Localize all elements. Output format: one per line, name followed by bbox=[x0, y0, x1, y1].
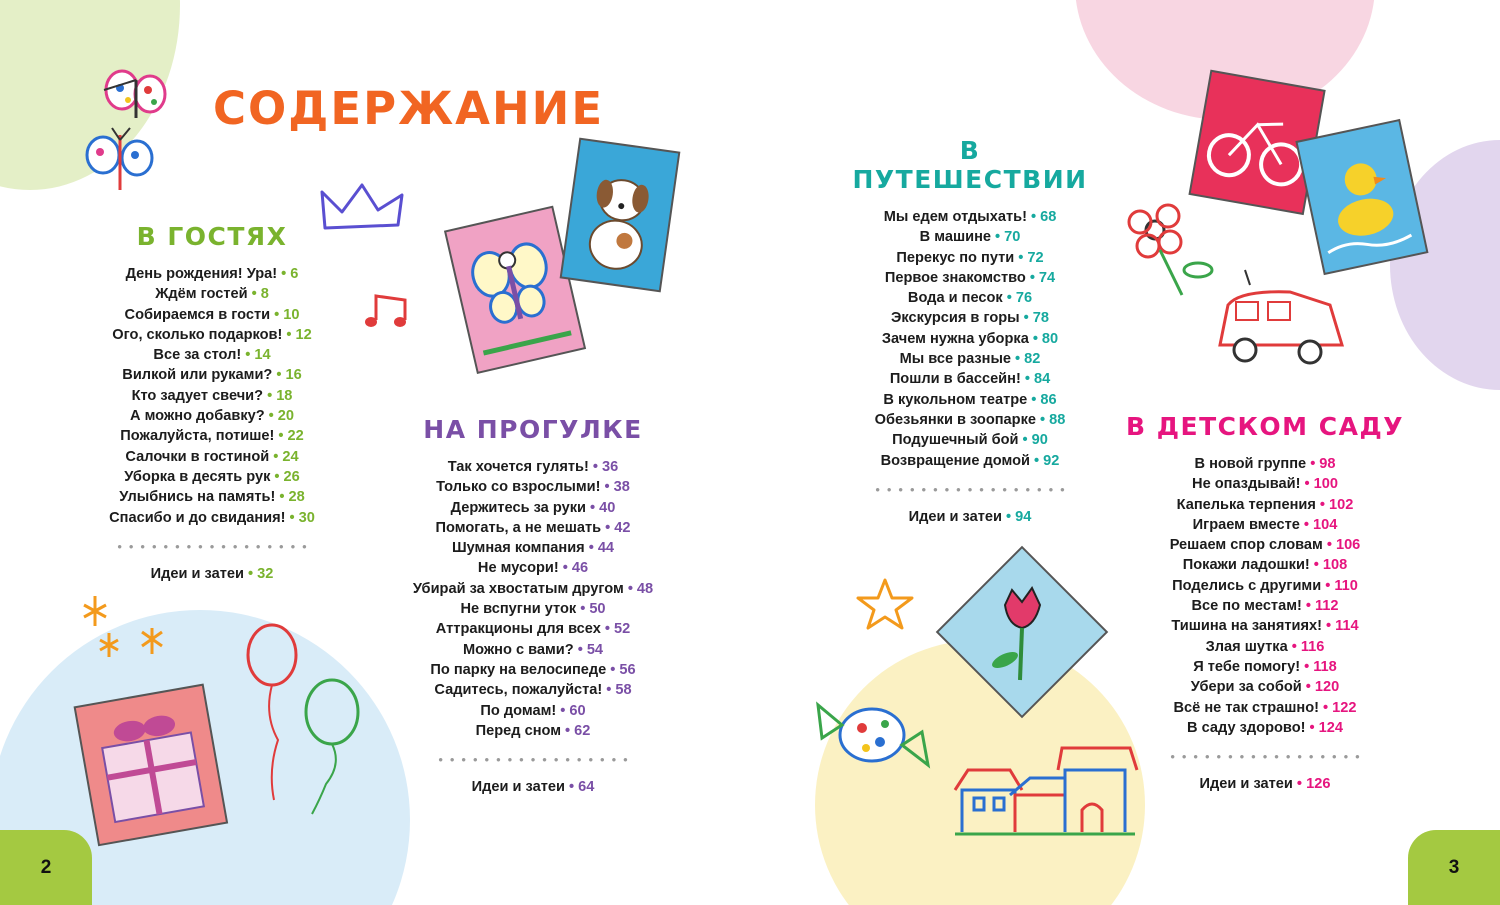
toc-item-page: 108 bbox=[1322, 557, 1348, 574]
toc-item-page: 98 bbox=[1319, 456, 1336, 472]
toc-item-label: Экскурсия в горы bbox=[891, 310, 1020, 327]
bullet-icon: • bbox=[560, 702, 566, 719]
toc-item[interactable] bbox=[92, 426, 332, 446]
bullet-icon: • bbox=[1303, 516, 1309, 533]
toc-item-label: Не вспугни уток bbox=[460, 601, 577, 618]
toc-item[interactable] bbox=[398, 619, 668, 639]
toc-item[interactable] bbox=[92, 508, 332, 528]
toc-item-label: Так хочется гулять! bbox=[447, 459, 589, 475]
toc-item[interactable] bbox=[398, 498, 668, 518]
toc-item[interactable] bbox=[398, 640, 668, 660]
toc-item-label: Все за стол! bbox=[153, 347, 242, 364]
bullet-icon: • bbox=[606, 682, 612, 699]
toc-item-label: Ого, сколько подарков! bbox=[112, 326, 283, 343]
toc-item-page: 88 bbox=[1049, 411, 1066, 428]
toc-item-page: 64 bbox=[578, 779, 595, 796]
toc-item[interactable] bbox=[92, 467, 332, 487]
bullet-icon: • bbox=[565, 722, 571, 739]
bullet-icon: • bbox=[627, 580, 633, 597]
bullet-icon: • bbox=[1023, 310, 1029, 327]
toc-item-label: Мы едем отдыхать! bbox=[883, 209, 1027, 225]
toc-item-label: А можно добавку? bbox=[129, 408, 265, 425]
bullet-icon: • bbox=[592, 459, 598, 475]
toc-item-page: 10 bbox=[283, 306, 300, 323]
toc-item-label: Убери за собой bbox=[1190, 679, 1302, 696]
toc-item-label: Садитесь, пожалуйста! bbox=[434, 682, 603, 699]
toc-item[interactable] bbox=[840, 329, 1100, 349]
bullet-icon: • bbox=[1018, 249, 1024, 266]
toc-item-label: Держитесь за руки bbox=[450, 499, 586, 516]
toc-item[interactable] bbox=[1120, 576, 1410, 596]
toc-item-page: 76 bbox=[1015, 290, 1033, 307]
toc-item-label: Идеи и затеи bbox=[471, 779, 565, 796]
bullet-icon: • bbox=[562, 560, 568, 577]
toc-item[interactable] bbox=[840, 288, 1100, 308]
toc-item[interactable] bbox=[1120, 616, 1410, 636]
toc-item-label: Покажи ладошки! bbox=[1182, 557, 1310, 574]
bullet-icon: • bbox=[1304, 658, 1310, 675]
sparkle-icon bbox=[84, 596, 162, 657]
toc-item-label: Вилкой или руками? bbox=[122, 367, 273, 384]
toc-item[interactable] bbox=[398, 599, 668, 619]
bullet-icon: • bbox=[281, 266, 287, 282]
crown-icon bbox=[322, 185, 402, 228]
toc-item-page: 38 bbox=[613, 479, 630, 496]
toc-item-label: Зачем нужна уборка bbox=[881, 330, 1029, 347]
butterfly-icon bbox=[87, 128, 152, 190]
toc-item[interactable] bbox=[1120, 535, 1410, 555]
bullet-icon: • bbox=[1304, 476, 1310, 493]
toc-item[interactable] bbox=[398, 558, 668, 578]
toc-item-label: Собираемся в гости bbox=[124, 306, 271, 323]
butterfly-card-illustration bbox=[445, 207, 585, 373]
toc-item-page: 122 bbox=[1332, 699, 1357, 716]
divider-dots: ••••••••••••••••• bbox=[875, 481, 1072, 497]
bullet-icon: • bbox=[995, 229, 1001, 246]
toc-item-page: 80 bbox=[1041, 330, 1059, 347]
toc-item-page: 114 bbox=[1335, 618, 1359, 635]
toc-item-label: Злая шутка bbox=[1205, 638, 1288, 655]
toc-item-page: 60 bbox=[569, 702, 586, 719]
toc-item[interactable] bbox=[1120, 515, 1410, 535]
toc-item-label: Все по местам! bbox=[1191, 598, 1302, 615]
toc-item[interactable] bbox=[840, 207, 1100, 227]
bullet-icon: • bbox=[577, 641, 583, 658]
toc-item-page: 68 bbox=[1040, 209, 1057, 225]
toc-item[interactable] bbox=[92, 447, 332, 467]
bullet-icon: • bbox=[604, 621, 610, 638]
toc-item-page: 118 bbox=[1313, 658, 1337, 675]
toc-item-page: 78 bbox=[1032, 310, 1049, 327]
toc-item-label: Аттракционы для всех bbox=[435, 621, 601, 638]
bullet-icon: • bbox=[1031, 391, 1037, 408]
bullet-icon: • bbox=[1034, 452, 1040, 469]
bullet-icon: • bbox=[1309, 719, 1315, 736]
bullet-icon: • bbox=[1325, 618, 1332, 635]
toc-item-label: Идеи и затеи bbox=[150, 565, 244, 582]
bullet-icon: • bbox=[273, 448, 279, 465]
toc-item-page: 30 bbox=[298, 509, 315, 526]
toc-item-label: Вода и песок bbox=[907, 290, 1003, 307]
bullet-icon: • bbox=[268, 408, 274, 425]
bullet-icon: • bbox=[1292, 776, 1307, 793]
toc-item-label: В саду здорово! bbox=[1187, 719, 1306, 736]
toc-item[interactable] bbox=[1120, 495, 1410, 515]
toc-item-label: Идеи и затеи bbox=[1199, 776, 1293, 793]
toc-item-page: 126 bbox=[1306, 776, 1331, 793]
section-title: В ПУТЕШЕСТВИИ bbox=[852, 136, 1088, 194]
gift-card-illustration bbox=[75, 685, 227, 845]
toc-item[interactable] bbox=[92, 386, 332, 406]
toc-item-label: Не мусори! bbox=[477, 560, 559, 577]
section-title: В ГОСТЯХ bbox=[136, 222, 288, 251]
toc-item-label: Помогать, а не мешать bbox=[435, 519, 602, 536]
toc-item-label: По домам! bbox=[480, 702, 557, 719]
section-title: НА ПРОГУЛКЕ bbox=[423, 415, 643, 444]
candy-icon bbox=[818, 705, 928, 765]
toc-item-page: 52 bbox=[613, 621, 631, 638]
section-travel bbox=[840, 136, 1100, 527]
bullet-icon: • bbox=[588, 540, 594, 557]
toc-item-label: Подушечный бой bbox=[892, 432, 1019, 449]
toc-item[interactable] bbox=[92, 325, 332, 345]
toc-item-page: 28 bbox=[288, 489, 305, 506]
toc-item[interactable] bbox=[1120, 718, 1410, 738]
bullet-icon: • bbox=[1313, 557, 1319, 574]
toc-item[interactable] bbox=[1120, 474, 1410, 494]
toc-list bbox=[92, 264, 332, 528]
toc-item[interactable] bbox=[840, 390, 1100, 410]
toc-item-label: Играем вместе bbox=[1192, 516, 1300, 533]
toc-item-label: Пожалуйста, потише! bbox=[120, 428, 275, 445]
toc-item-label: В кукольном театре bbox=[883, 391, 1028, 408]
toc-item-page: 12 bbox=[295, 326, 312, 343]
bullet-icon: • bbox=[286, 326, 292, 343]
toc-item[interactable] bbox=[398, 680, 668, 700]
bullet-icon: • bbox=[251, 286, 257, 303]
toc-item-page: 56 bbox=[619, 661, 636, 678]
toc-item-page: 14 bbox=[254, 347, 271, 364]
toc-item-page: 54 bbox=[586, 641, 604, 658]
toc-extra-item[interactable] bbox=[1120, 774, 1410, 794]
toc-item-page: 50 bbox=[589, 601, 606, 618]
toc-item-page: 94 bbox=[1015, 508, 1032, 525]
toc-item-page: 100 bbox=[1313, 476, 1338, 493]
bullet-icon: • bbox=[1015, 351, 1021, 368]
toc-item-label: Шумная компания bbox=[451, 540, 585, 557]
bullet-icon: • bbox=[1323, 699, 1329, 716]
toc-item[interactable] bbox=[398, 477, 668, 497]
bullet-icon: • bbox=[1305, 679, 1311, 696]
toc-item-page: 46 bbox=[571, 560, 589, 577]
toc-extra-item[interactable] bbox=[840, 507, 1100, 527]
toc-item-page: 42 bbox=[614, 519, 631, 536]
toc-item[interactable] bbox=[840, 248, 1100, 268]
bullet-icon: • bbox=[1310, 456, 1316, 472]
section-kindergarten bbox=[1120, 412, 1410, 794]
toc-item[interactable] bbox=[1120, 454, 1410, 474]
section-walk bbox=[398, 415, 668, 797]
toc-extra-item[interactable] bbox=[398, 777, 668, 797]
toc-item[interactable] bbox=[92, 264, 332, 284]
toc-item[interactable] bbox=[1120, 555, 1410, 575]
toc-item-page: 6 bbox=[290, 266, 299, 282]
bullet-icon: • bbox=[243, 565, 258, 582]
divider-dots: ••••••••••••••••• bbox=[117, 538, 314, 554]
bullet-icon: • bbox=[267, 387, 273, 404]
section-guests bbox=[92, 222, 332, 584]
bullet-icon: • bbox=[1006, 290, 1012, 307]
toc-item-page: 26 bbox=[283, 468, 300, 485]
bullet-icon: • bbox=[276, 367, 282, 384]
flower-icon bbox=[1129, 205, 1212, 295]
toc-item-page: 16 bbox=[285, 367, 302, 384]
toc-item-label: Не опаздывай! bbox=[1192, 476, 1301, 493]
toc-item-page: 32 bbox=[257, 565, 274, 582]
toc-item-label: Убирай за хвостатым другом bbox=[412, 580, 624, 597]
toc-item-page: 104 bbox=[1313, 516, 1338, 533]
toc-item-page: 102 bbox=[1329, 496, 1354, 513]
bullet-icon: • bbox=[1022, 432, 1028, 449]
toc-item-label: Улыбнись на память! bbox=[119, 489, 276, 506]
toc-item-page: 92 bbox=[1043, 452, 1060, 469]
bullet-icon: • bbox=[1326, 537, 1332, 554]
toc-item[interactable] bbox=[92, 365, 332, 385]
toc-item-label: В машине bbox=[919, 229, 992, 246]
bullet-icon: • bbox=[589, 499, 596, 516]
toc-item-page: 72 bbox=[1027, 249, 1044, 266]
page-title: СОДЕРЖАНИЕ bbox=[213, 82, 605, 135]
bullet-icon: • bbox=[1030, 209, 1037, 225]
toc-item[interactable] bbox=[398, 721, 668, 741]
bullet-icon: • bbox=[580, 601, 586, 618]
bullet-icon: • bbox=[605, 519, 611, 536]
toc-item-page: 120 bbox=[1314, 679, 1340, 696]
page-number-left: 2 bbox=[0, 830, 92, 905]
music-note-icon bbox=[365, 296, 406, 327]
toc-item-page: 110 bbox=[1334, 577, 1358, 594]
balloon-icon bbox=[248, 625, 296, 800]
bullet-icon: • bbox=[1305, 598, 1311, 615]
toc-item-page: 84 bbox=[1033, 371, 1051, 388]
toc-list bbox=[398, 457, 668, 741]
toc-item[interactable] bbox=[92, 406, 332, 426]
toc-item[interactable] bbox=[840, 349, 1100, 369]
toc-item-label: Спасибо и до свидания! bbox=[109, 509, 286, 526]
page-number-right: 3 bbox=[1408, 830, 1500, 905]
divider-dots: ••••••••••••••••• bbox=[1170, 749, 1367, 765]
toc-item[interactable] bbox=[840, 451, 1100, 471]
bullet-icon: • bbox=[564, 779, 579, 796]
toc-extra-item[interactable] bbox=[92, 564, 332, 584]
toc-item[interactable] bbox=[1120, 637, 1410, 657]
bullet-icon: • bbox=[274, 468, 280, 485]
bullet-icon: • bbox=[278, 428, 284, 445]
toc-item[interactable] bbox=[840, 430, 1100, 450]
bullet-icon: • bbox=[1040, 411, 1046, 428]
toc-item-page: 82 bbox=[1024, 351, 1041, 368]
toc-item-page: 106 bbox=[1335, 537, 1361, 554]
toc-item-page: 124 bbox=[1318, 719, 1343, 736]
bullet-icon: • bbox=[1001, 508, 1016, 525]
bullet-icon: • bbox=[289, 509, 295, 526]
toc-item-page: 22 bbox=[287, 428, 304, 445]
toc-item[interactable] bbox=[840, 268, 1100, 288]
toc-item-label: Салочки в гостиной bbox=[125, 448, 270, 465]
toc-item[interactable] bbox=[92, 487, 332, 507]
toc-item-page: 18 bbox=[276, 387, 293, 404]
toc-item-page: 112 bbox=[1314, 598, 1339, 615]
toc-item[interactable] bbox=[1120, 657, 1410, 677]
houses-icon bbox=[955, 748, 1137, 834]
toc-item-label: Решаем спор словам bbox=[1169, 537, 1323, 554]
toc-item[interactable] bbox=[92, 305, 332, 325]
toc-item-label: Перекус по пути bbox=[896, 249, 1015, 266]
toc-item-page: 24 bbox=[282, 448, 299, 465]
divider-dots: ••••••••••••••••• bbox=[438, 752, 635, 768]
toc-item-label: Ждём гостей bbox=[155, 286, 248, 303]
toc-item[interactable] bbox=[1120, 677, 1410, 697]
toc-item-label: День рождения! Ура! bbox=[125, 266, 278, 282]
toc-item-label: Мы все разные bbox=[899, 351, 1012, 368]
toc-item-label: Возвращение домой bbox=[880, 452, 1031, 469]
butterfly-icon bbox=[104, 71, 165, 118]
toc-item[interactable] bbox=[840, 227, 1100, 247]
bullet-icon: • bbox=[274, 306, 280, 323]
toc-item-label: Идеи и затеи bbox=[908, 508, 1002, 525]
section-title: В ДЕТСКОМ САДУ bbox=[1125, 412, 1404, 441]
balloon-icon bbox=[306, 680, 358, 814]
toc-item-label: Уборка в десять рук bbox=[124, 468, 271, 485]
toc-item-label: Пошли в бассейн! bbox=[889, 371, 1021, 388]
toc-item[interactable] bbox=[398, 457, 668, 477]
toc-item-label: Тишина на занятиях! bbox=[1171, 618, 1322, 635]
toc-item-page: 62 bbox=[574, 722, 591, 739]
toc-item[interactable] bbox=[1120, 698, 1410, 718]
toc-item-label: Первое знакомство bbox=[884, 269, 1026, 286]
duck-card-illustration bbox=[1297, 120, 1428, 274]
toc-item-label: В новой группе bbox=[1194, 456, 1307, 472]
toc-item[interactable] bbox=[840, 410, 1100, 430]
toc-item-page: 8 bbox=[260, 286, 269, 303]
toc-item-page: 116 bbox=[1300, 638, 1325, 655]
toc-item-page: 40 bbox=[599, 499, 616, 516]
toc-item-label: По парку на велосипеде bbox=[430, 661, 607, 678]
toc-item-page: 48 bbox=[636, 580, 654, 597]
bullet-icon: • bbox=[604, 479, 610, 496]
toc-item[interactable] bbox=[398, 518, 668, 538]
toc-item[interactable] bbox=[1120, 596, 1410, 616]
toc-item[interactable] bbox=[92, 345, 332, 365]
toc-item-page: 58 bbox=[615, 682, 632, 699]
toc-item[interactable] bbox=[92, 284, 332, 304]
toc-item-label: Перед сном bbox=[475, 722, 562, 739]
toc-item-label: Только со взрослыми! bbox=[436, 479, 601, 496]
toc-list bbox=[840, 207, 1100, 471]
toc-item-label: Поделись с другими bbox=[1172, 577, 1322, 594]
toc-item[interactable] bbox=[398, 579, 668, 599]
bullet-icon: • bbox=[1319, 496, 1325, 513]
bullet-icon: • bbox=[610, 661, 616, 678]
car-icon bbox=[1220, 270, 1342, 363]
toc-item[interactable] bbox=[398, 701, 668, 721]
toc-item-page: 20 bbox=[277, 408, 294, 425]
star-icon bbox=[858, 580, 912, 628]
toc-item[interactable] bbox=[840, 369, 1100, 389]
toc-item-label: Капелька терпения bbox=[1176, 496, 1316, 513]
toc-item[interactable] bbox=[840, 308, 1100, 328]
bullet-icon: • bbox=[1291, 638, 1297, 655]
dog-card-illustration bbox=[561, 139, 680, 292]
bullet-icon: • bbox=[1032, 330, 1038, 347]
toc-item-page: 74 bbox=[1038, 269, 1056, 286]
toc-item-page: 36 bbox=[602, 459, 619, 475]
toc-item[interactable] bbox=[398, 660, 668, 680]
toc-item-label: Обезьянки в зоопарке bbox=[874, 411, 1037, 428]
toc-item-page: 86 bbox=[1040, 391, 1057, 408]
bullet-icon: • bbox=[245, 347, 251, 364]
toc-item[interactable] bbox=[398, 538, 668, 558]
bullet-icon: • bbox=[1029, 269, 1035, 286]
toc-item-label: Можно с вами? bbox=[462, 641, 574, 658]
toc-item-page: 90 bbox=[1031, 432, 1048, 449]
bullet-icon: • bbox=[1325, 577, 1331, 594]
bullet-icon: • bbox=[279, 489, 285, 506]
bullet-icon: • bbox=[1024, 371, 1030, 388]
toc-list bbox=[1120, 454, 1410, 738]
toc-item-label: Всё не так страшно! bbox=[1173, 699, 1319, 716]
toc-item-page: 70 bbox=[1004, 229, 1021, 246]
toc-item-page: 44 bbox=[597, 540, 615, 557]
toc-item-label: Кто задует свечи? bbox=[131, 387, 264, 404]
toc-item-label: Я тебе помогу! bbox=[1193, 658, 1301, 675]
